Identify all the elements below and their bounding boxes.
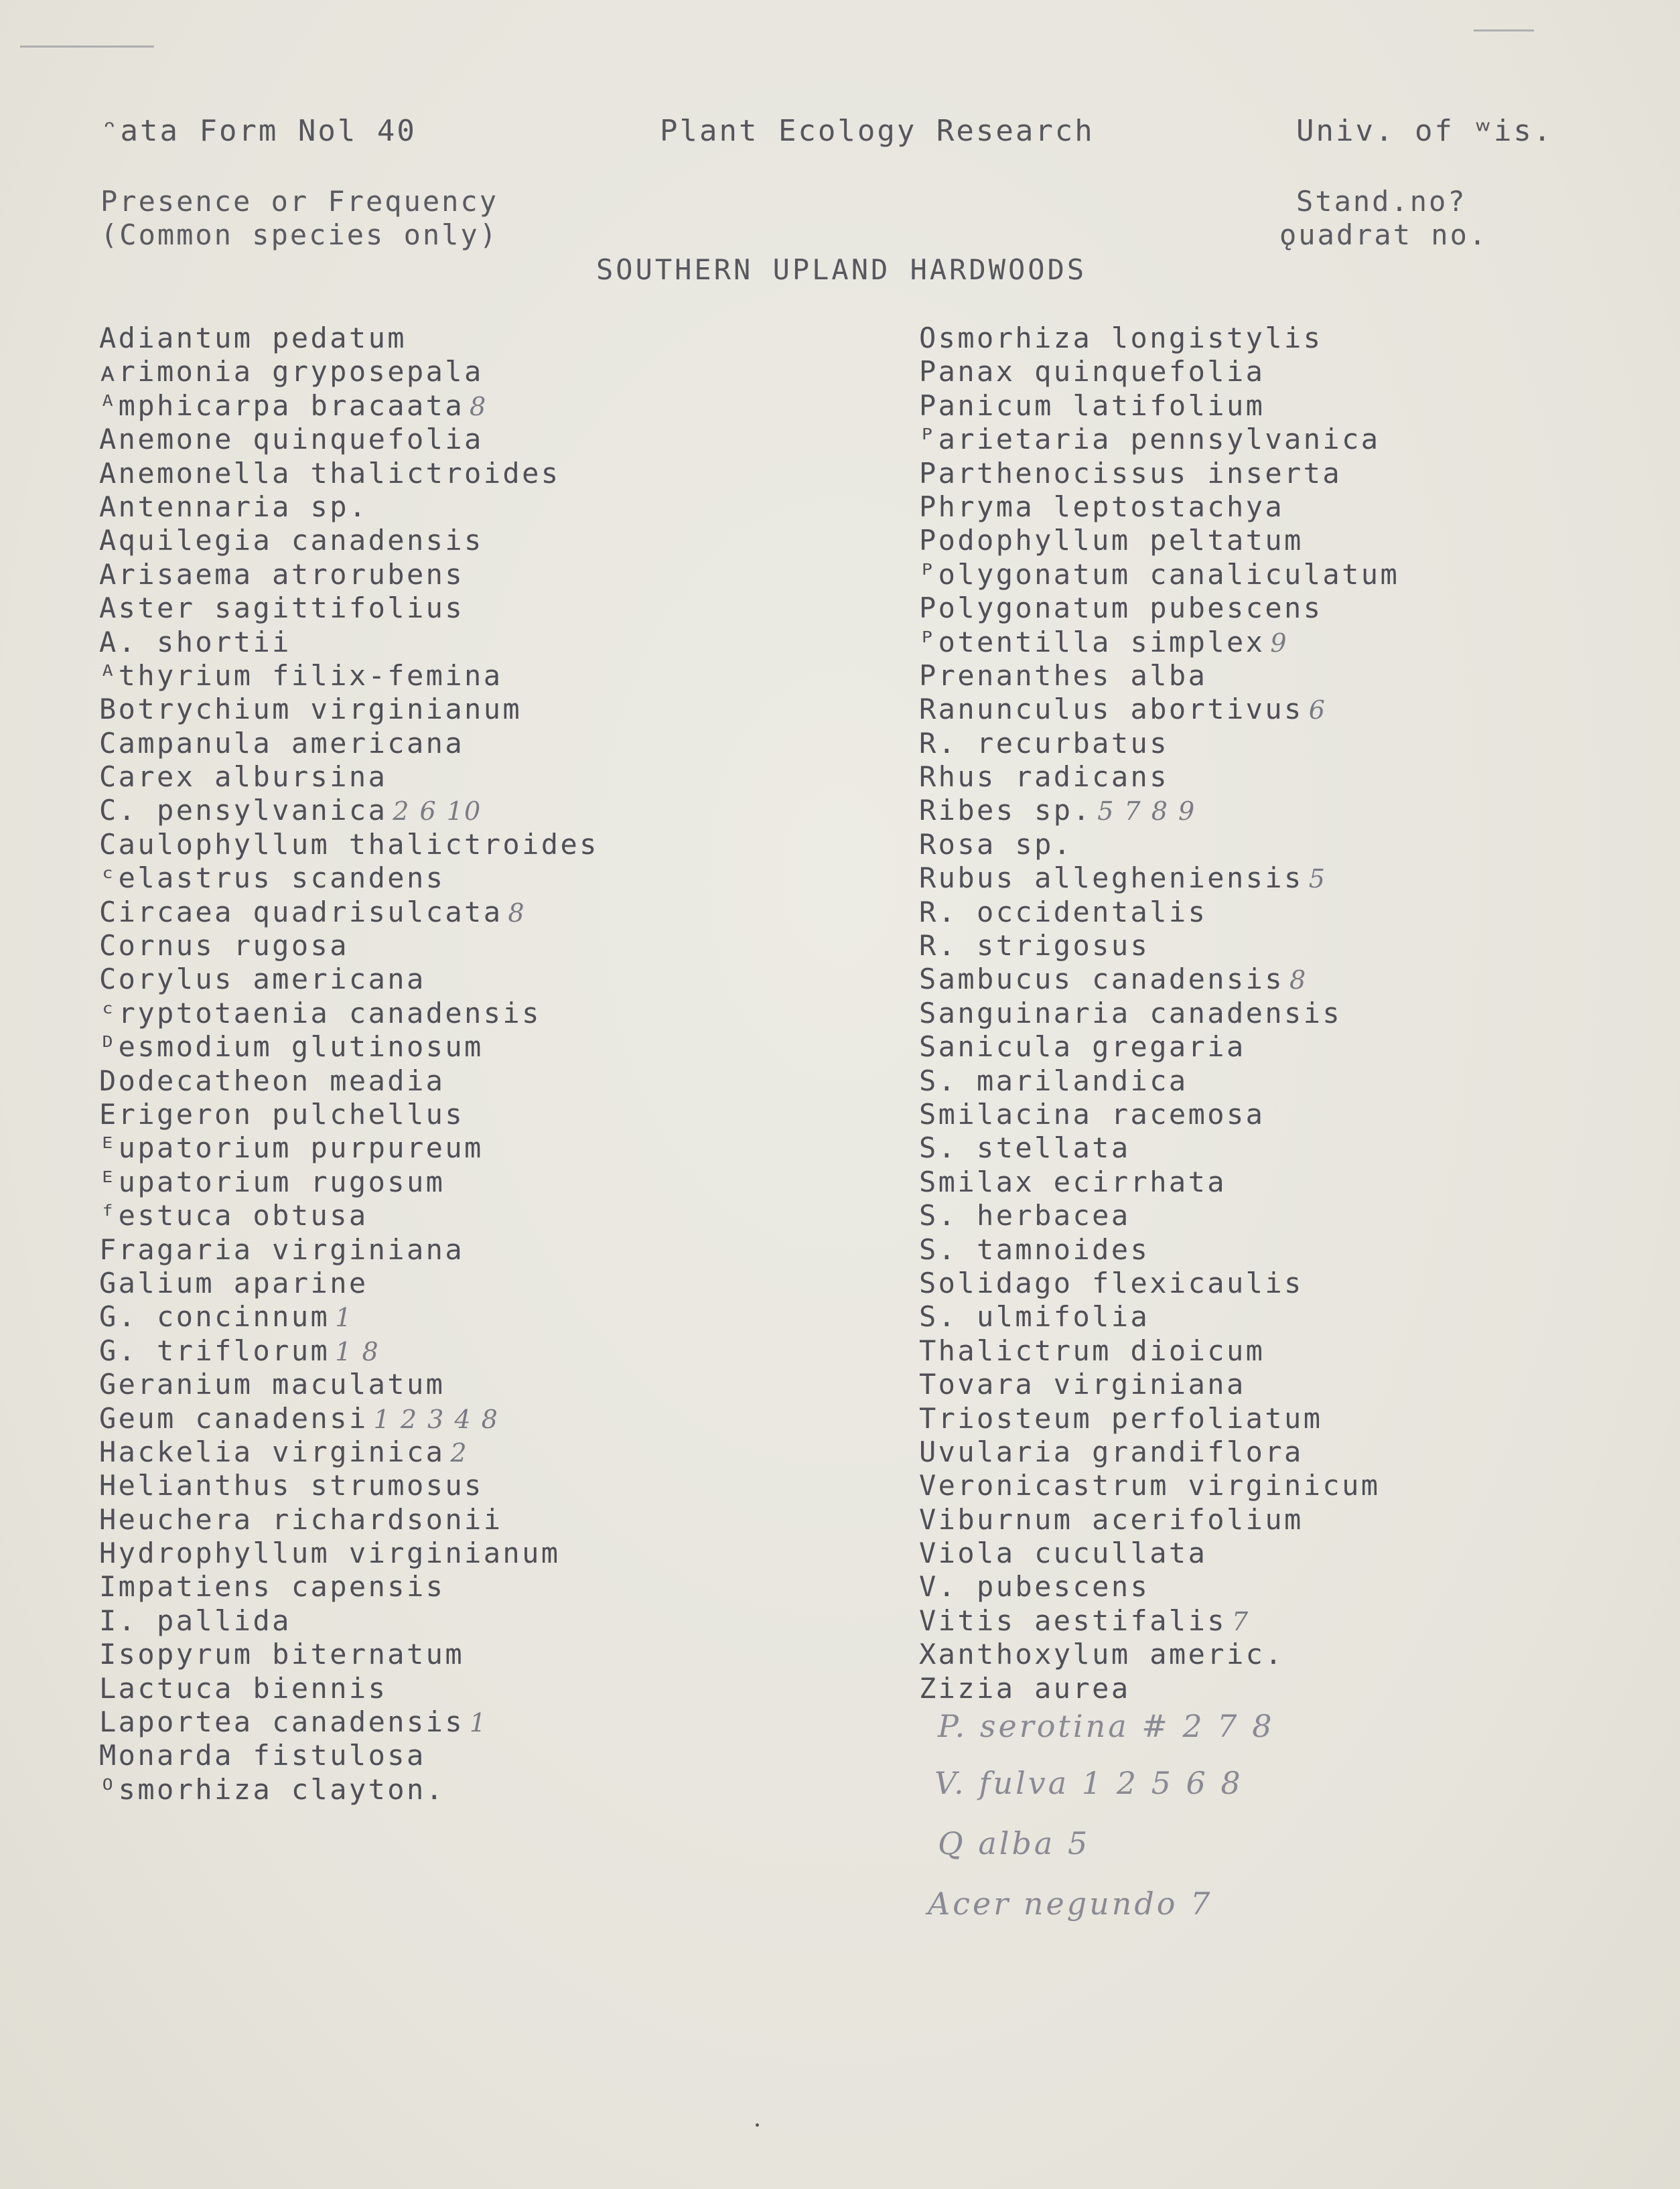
community-title: SOUTHERN UPLAND HARDWOODS [596,253,1087,286]
species-entry [919,861,1399,895]
species-name: Zizia aurea [919,1671,1131,1705]
species-entry [919,1570,1399,1604]
species-entry [919,591,1399,625]
species-name: ᴱupatorium purpureum [99,1131,484,1165]
species-entry [99,997,599,1030]
species-entry [99,591,599,625]
species-entry [919,322,1399,355]
species-entry [919,1503,1399,1537]
species-entry [919,1638,1399,1671]
species-entry [99,1739,599,1772]
species-name: ᴬthyrium filix-femina [99,658,503,692]
species-entry [99,626,599,659]
species-name: ᶜelastrus scandens [99,861,445,895]
species-name: Galium aparine [99,1266,368,1299]
species-name: Triosteum perfoliatum [919,1401,1323,1435]
species-name: I. pallida [99,1604,291,1637]
species-entry [99,1469,599,1502]
species-entry [919,1267,1399,1300]
species-name: S. marilandica [919,1064,1188,1097]
species-entry [919,693,1399,726]
handwritten-quadrat-note: 1 [470,1708,488,1738]
species-list-left [99,322,599,1807]
institution: Univ. of ʷis. [1296,114,1553,148]
species-name: Geranium maculatum [99,1368,445,1401]
handwritten-quadrat-note: 6 [1308,695,1326,725]
species-entry [919,727,1399,760]
species-name: G. concinnum [99,1300,330,1334]
species-name: Geum canadensi [99,1401,368,1435]
species-name: Hackelia virginica [99,1435,445,1468]
species-entry [99,1368,599,1401]
species-entry [99,1199,599,1232]
species-entry [919,997,1399,1030]
handwritten-quadrat-note: 2 6 10 [393,796,482,827]
form-number: ᵔata Form Nol 40 [100,114,417,148]
species-entry [99,1638,599,1671]
species-entry [919,389,1399,423]
species-entry [99,389,599,423]
species-name: ᴾolygonatum canaliculatum [919,557,1400,591]
species-name: Smilax ecirrhata [919,1165,1227,1198]
species-entry [99,1705,599,1739]
corner-mark-right [1474,29,1534,31]
species-name: Circaea quadrisulcata [99,895,503,928]
handwritten-addition: V. fulva 1 2 5 6 8 [934,1765,1243,1801]
paper-speck [756,2123,759,2127]
species-entry [99,1672,599,1705]
species-entry [99,1030,599,1064]
species-entry [919,828,1399,861]
corner-mark-left [20,46,154,48]
species-name: Anemonella thalictroides [99,456,561,490]
handwritten-addition: Q alba 5 [938,1825,1091,1861]
species-name: Adiantum pedatum [99,322,407,354]
handwritten-addition: P. serotina # 2 7 8 [938,1708,1275,1744]
species-list-right [919,322,1399,1705]
species-entry [919,1469,1399,1502]
species-entry [919,1166,1399,1199]
species-name: Prenanthes alba [919,658,1208,692]
handwritten-quadrat-note: 1 8 [335,1336,380,1366]
species-entry [919,1537,1399,1570]
species-entry [919,760,1399,794]
stand-number-label: Stand.no? [1296,185,1467,218]
species-name: Parthenocissus inserta [919,456,1342,490]
species-entry [919,558,1399,591]
species-entry [919,1030,1399,1064]
species-name: Heuchera richardsonii [99,1502,503,1536]
species-name: Uvularia grandiflora [919,1435,1304,1468]
handwritten-quadrat-note: 8 [1289,965,1308,995]
species-entry [99,1098,599,1131]
species-name: ᴬmphicarpa bracaata [99,389,465,422]
species-entry [99,1131,599,1165]
species-name: Laportea canadensis [99,1705,465,1739]
handwritten-quadrat-note: 5 [1308,864,1326,894]
species-name: Rosa sp. [919,827,1073,861]
species-name: Osmorhiza longistylis [919,322,1323,354]
species-entry [919,524,1399,557]
species-entry [919,1672,1399,1705]
species-name: Panax quinquefolia [919,355,1265,389]
species-name: Smilacina racemosa [919,1097,1265,1131]
species-entry [919,490,1399,524]
handwritten-quadrat-note: 1 [335,1303,353,1333]
species-entry [919,1334,1399,1368]
species-name: Dodecatheon meadia [99,1064,445,1097]
species-name: S. ulmifolia [919,1300,1150,1334]
species-name: Polygonatum pubescens [919,591,1323,625]
species-name: ᴾarietaria pennsylvanica [919,423,1381,456]
species-entry [919,355,1399,389]
species-entry [99,322,599,355]
species-name: Phryma leptostachya [919,490,1285,523]
species-entry [99,794,599,827]
species-entry [99,693,599,726]
species-entry [919,896,1399,929]
species-name: ᶜryptotaenia canadensis [99,996,541,1030]
species-entry [99,659,599,693]
species-name: Panicum latifolium [919,389,1265,422]
species-name: C. pensylvanica [99,794,388,827]
species-name: Thalictrum dioicum [919,1334,1265,1367]
species-entry [919,1131,1399,1165]
species-entry [919,794,1399,827]
species-name: ᶠestuca obtusa [99,1199,368,1232]
species-name: Xanthoxylum americ. [919,1638,1285,1671]
species-name: Antennaria sp. [99,490,368,523]
species-entry [99,490,599,524]
species-name: R. occidentalis [919,895,1208,928]
handwritten-quadrat-note: 7 [1231,1606,1250,1636]
species-name: R. strigosus [919,929,1150,963]
species-name: ᴱupatorium rugosum [99,1165,445,1198]
handwritten-quadrat-note: 8 [508,898,526,928]
species-entry [919,1199,1399,1232]
species-entry [99,1402,599,1435]
species-name: Rubus allegheniensis [919,861,1304,895]
species-name: Corylus americana [99,963,426,996]
species-name: Viola cucullata [919,1537,1208,1570]
handwritten-quadrat-note: 2 [450,1437,468,1468]
species-entry [919,423,1399,456]
species-name: Impatiens capensis [99,1570,445,1604]
species-name: Rhus radicans [919,760,1169,794]
species-name: S. stellata [919,1131,1131,1165]
species-name: Erigeron pulchellus [99,1097,465,1131]
species-name: Hydrophyllum virginianum [99,1537,561,1570]
species-entry [99,1570,599,1604]
species-entry [99,963,599,996]
species-name: Podophyllum peltatum [919,524,1304,557]
species-name: Aster sagittifolius [99,591,465,625]
species-entry [919,1402,1399,1435]
species-name: Ranunculus abortivus [919,693,1304,726]
species-entry [99,896,599,929]
species-entry [99,1300,599,1334]
handwritten-quadrat-note: 1 2 3 4 8 [373,1404,499,1434]
species-entry [99,355,599,389]
handwritten-quadrat-note: 5 7 8 9 [1097,796,1196,827]
species-name: ᴀrimonia gryposepala [99,355,484,389]
species-name: Helianthus strumosus [99,1469,484,1502]
species-entry [99,1233,599,1267]
species-entry [99,457,599,490]
species-name: ᴼsmorhiza clayton. [99,1772,445,1806]
species-name: Lactuca biennis [99,1671,388,1705]
species-entry [99,1604,599,1638]
species-name: Carex albursina [99,760,388,794]
species-name: Arisaema atrorubens [99,557,465,591]
species-name: Ribes sp. [919,794,1093,827]
species-name: Tovara virginiana [919,1368,1246,1401]
species-entry [99,1503,599,1537]
species-name: Caulophyllum thalictroides [99,827,599,861]
quadrat-number-label: ǫuadrat no. [1279,218,1488,251]
species-name: A. shortii [99,625,291,658]
species-entry [99,1267,599,1300]
species-entry [99,1435,599,1469]
species-name: Sanicula gregaria [919,1030,1246,1064]
species-name: Sanguinaria canadensis [919,996,1342,1030]
species-entry [919,1233,1399,1267]
species-entry [99,558,599,591]
species-name: ᴾotentilla simplex [919,625,1265,658]
species-entry [99,1064,599,1098]
species-name: S. herbacea [919,1199,1131,1232]
form-heading: Plant Ecology Research [660,114,1095,148]
species-name: Sambucus canadensis [919,963,1285,996]
species-entry [919,963,1399,996]
species-entry [99,1773,599,1807]
species-name: Isopyrum biternatum [99,1638,465,1671]
common-species-label: (Common species only) [100,218,499,251]
species-entry [919,1604,1399,1638]
handwritten-quadrat-note: 8 [470,391,488,421]
species-entry [99,524,599,557]
species-entry [919,626,1399,659]
species-entry [99,1166,599,1199]
handwritten-addition: Acer negundo 7 [928,1886,1213,1922]
species-name: Veronicastrum virginicum [919,1469,1381,1502]
species-entry [919,1435,1399,1469]
species-name: Campanula americana [99,726,465,760]
species-entry [99,861,599,895]
species-entry [919,1368,1399,1401]
presence-label: Presence or Frequency [100,185,499,218]
species-name: Monarda fistulosa [99,1739,426,1772]
species-name: Fragaria virginiana [99,1232,465,1266]
species-entry [99,423,599,456]
species-entry [99,760,599,794]
species-name: Viburnum acerifolium [919,1502,1304,1536]
species-name: G. triflorum [99,1334,330,1367]
species-name: V. pubescens [919,1570,1150,1604]
species-entry [919,457,1399,490]
species-name: Solidago flexicaulis [919,1266,1304,1299]
species-entry [99,727,599,760]
species-entry [919,929,1399,963]
species-entry [919,1098,1399,1131]
species-entry [919,659,1399,693]
species-entry [919,1300,1399,1334]
species-name: R. recurbatus [919,726,1169,760]
species-name: Cornus rugosa [99,929,349,963]
species-name: Aquilegia canadensis [99,524,484,557]
species-entry [99,828,599,861]
species-name: ᴰesmodium glutinosum [99,1030,484,1064]
species-name: Vitis aestifalis [919,1604,1227,1637]
species-entry [99,1334,599,1368]
species-name: S. tamnoides [919,1232,1150,1266]
handwritten-quadrat-note: 9 [1270,628,1288,658]
species-entry [99,929,599,963]
species-name: Anemone quinquefolia [99,423,484,456]
species-entry [919,1064,1399,1098]
species-entry [99,1537,599,1570]
species-name: Botrychium virginianum [99,693,522,726]
